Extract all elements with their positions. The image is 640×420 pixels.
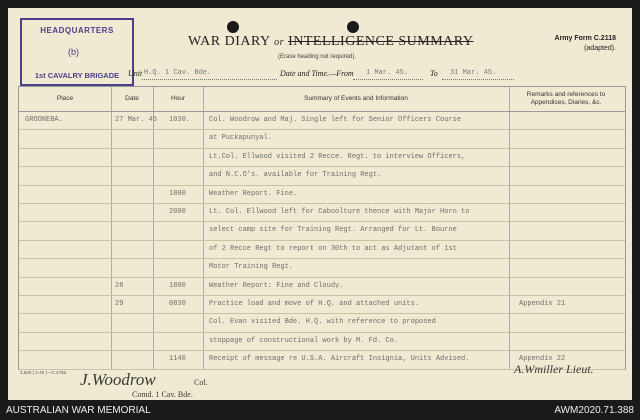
- title-intelligence-summary: INTELLIGENCE SUMMARY: [288, 34, 474, 49]
- row-summary: Lt.Col. Ellwood visited 2 Recce. Regt. to interview Officers,: [209, 152, 466, 161]
- commander-rank: Col.: [194, 378, 208, 387]
- row-date: 29: [115, 300, 124, 308]
- officer-signature: A.Wmiller Lieut.: [514, 362, 594, 376]
- unit-underline: [142, 79, 277, 80]
- row-rule: [19, 185, 625, 186]
- row-summary: of 2 Recce Regt to report on 30th to act as Adjutant of 1st: [209, 244, 457, 253]
- row-rule: [19, 350, 625, 351]
- row-rule: [19, 203, 625, 204]
- to-label: To: [430, 69, 438, 78]
- header-summary: Summary of Events and Information: [304, 95, 408, 102]
- diary-page: [8, 8, 632, 400]
- row-date: 27 Mar. 45: [115, 116, 158, 124]
- date-to-underline: [442, 79, 514, 80]
- row-summary: at Puckapunyal.: [209, 134, 273, 143]
- header-date: Date: [125, 95, 139, 102]
- stamp-line-2: (b): [68, 47, 79, 57]
- row-summary: Motor Training Regt.: [209, 263, 294, 272]
- diary-table: [18, 86, 626, 370]
- archive-reference: AWM2020.71.388: [554, 405, 634, 416]
- row-remarks: Appendix 21: [519, 300, 566, 308]
- archive-caption-bar: [0, 400, 640, 420]
- row-hour: 1800: [169, 189, 186, 198]
- date-from: 1 Mar. 45.: [366, 69, 409, 77]
- commander-signature: J.Woodrow: [80, 370, 156, 389]
- form-title: [188, 34, 473, 50]
- date-label: Date and Time.—From: [280, 69, 354, 78]
- punch-hole-right: [347, 21, 359, 33]
- row-summary: Weather Report. Fine.: [209, 189, 298, 198]
- row-remarks: Appendix 22: [519, 355, 566, 364]
- commander-title: Comd. 1 Cav. Bde.: [132, 390, 193, 399]
- erase-note: (Erase heading not required).: [278, 54, 357, 60]
- army-form-number: [555, 34, 616, 54]
- title-or: or: [274, 37, 285, 48]
- army-form-label: Army Form C.2118: [554, 35, 616, 42]
- unit-value: H.Q. 1 Cav. Bde.: [144, 69, 212, 77]
- header-remarks: Remarks and references to Appendices, Diaries, &c.: [526, 91, 606, 106]
- row-rule: [19, 148, 625, 149]
- row-summary: Receipt of message re U.S.A. Aircraft Insignia, Units Advised.: [209, 355, 470, 364]
- archive-name: AUSTRALIAN WAR MEMORIAL: [6, 405, 151, 416]
- stamp-line-3: 1st CAVALRY BRIGADE: [34, 71, 120, 80]
- row-summary: select camp site for Training Regt. Arranged for Lt. Bourne: [209, 226, 457, 235]
- row-summary: Weather Report: Fine and Cloudy.: [209, 281, 344, 290]
- stamp-line-1: HEADQUARTERS: [40, 26, 114, 35]
- row-rule: [19, 313, 625, 314]
- row-summary: and N.C.O's. available for Training Regt.: [209, 171, 382, 180]
- date-from-underline: [353, 79, 423, 80]
- print-code: 3,640 ( 2-40 )—C.4786.: [20, 370, 68, 375]
- row-summary: stoppage of constructional work by M. Fd. Co.: [209, 336, 399, 345]
- row-rule: [19, 240, 625, 241]
- row-rule: [19, 258, 625, 259]
- date-to: 31 Mar. 45.: [450, 69, 497, 77]
- row-hour: 1140: [169, 355, 186, 364]
- punch-hole-left: [227, 21, 239, 33]
- row-date: 28: [115, 281, 124, 290]
- row-summary: Practice load and move of H.Q. and attached units.: [209, 300, 420, 308]
- row-rule: [19, 166, 625, 167]
- row-rule: [19, 129, 625, 130]
- row-rule: [19, 277, 625, 278]
- headquarters-stamp: [20, 18, 134, 86]
- title-war-diary: WAR DIARY: [188, 34, 271, 49]
- row-summary: Lt. Col. Ellwood left for Caboolture thence with Major Horn to: [209, 208, 470, 216]
- row-summary: Col. Evan visited Bde. H.Q. with reference to proposed: [209, 318, 436, 327]
- army-form-adapted: (adapted).: [584, 45, 616, 52]
- header-hour: Hour: [170, 95, 186, 102]
- unit-label: Unit: [128, 69, 143, 78]
- row-summary: Col. Woodrow and Maj. Single left for Senior Officers Course: [209, 116, 462, 124]
- row-rule: [19, 295, 625, 296]
- row-rule: [19, 221, 625, 222]
- row-hour: 1030.: [169, 116, 191, 124]
- header-place: Place: [56, 95, 74, 102]
- header-rule: [19, 111, 625, 112]
- row-rule: [19, 332, 625, 333]
- row-hour: 0830: [169, 300, 186, 308]
- row-place: GROONEBA.: [25, 116, 63, 124]
- row-hour: 1800: [169, 281, 186, 290]
- row-hour: 2000: [169, 208, 186, 216]
